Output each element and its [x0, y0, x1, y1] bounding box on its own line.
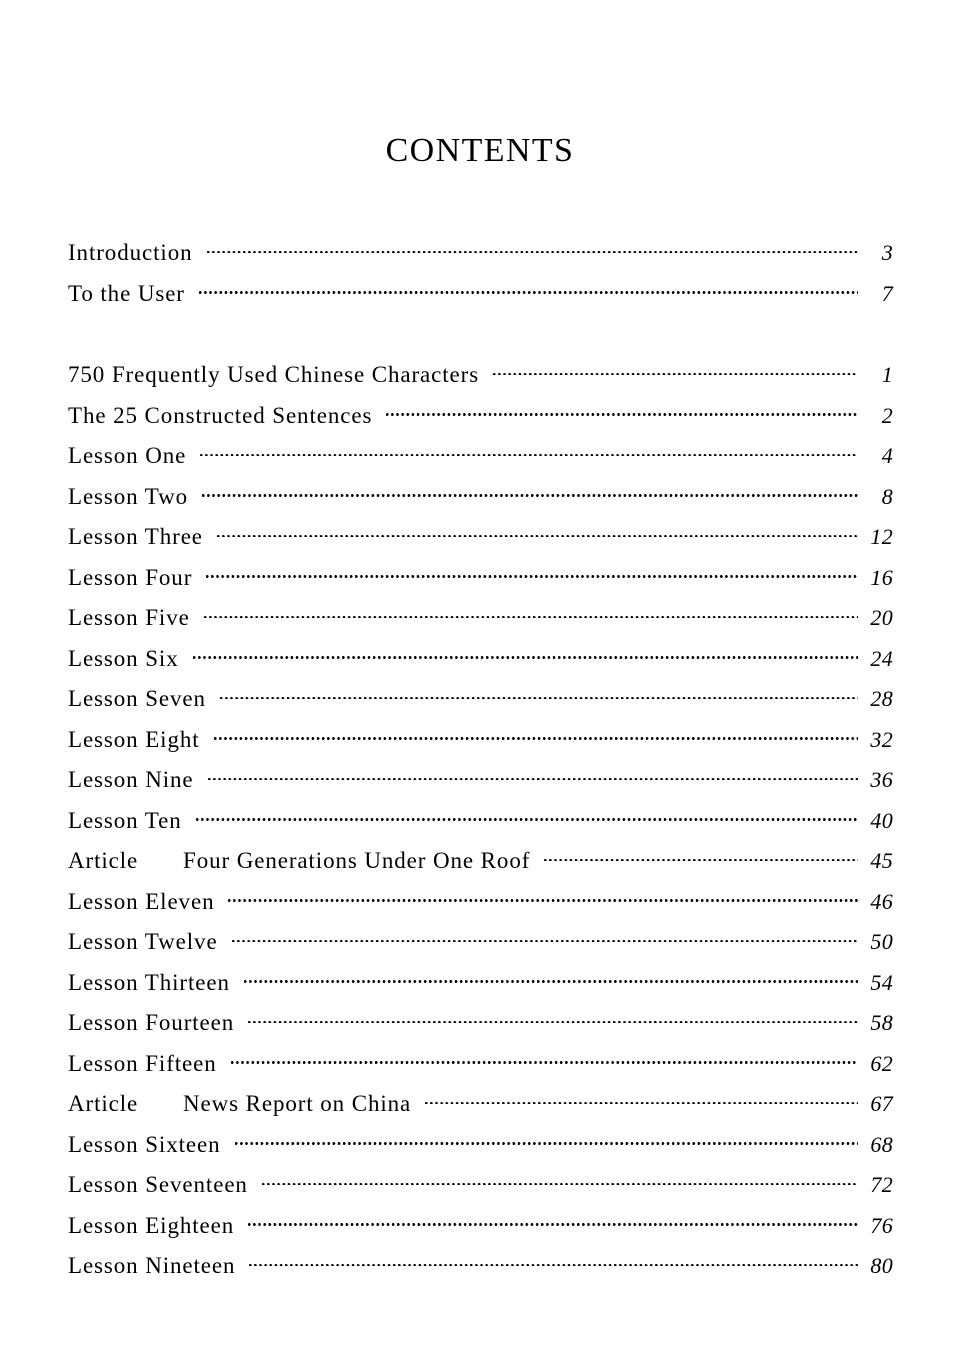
dot-leader	[207, 237, 859, 260]
dot-leader	[231, 1048, 858, 1071]
toc-entry[interactable]	[68, 679, 893, 720]
dot-leader	[248, 1210, 858, 1233]
dot-leader	[220, 683, 858, 706]
toc-entry[interactable]	[68, 639, 893, 680]
toc-entry[interactable]	[68, 922, 893, 963]
toc-entry-page-number: 67	[870, 1091, 893, 1116]
toc-entry[interactable]	[68, 396, 893, 437]
toc-entry-label: Lesson One	[68, 443, 187, 468]
toc-entry[interactable]	[68, 760, 893, 801]
toc-entry-label: Lesson Thirteen	[68, 969, 230, 995]
toc-entry-page-number: 8	[881, 483, 893, 509]
toc-entry-label: Lesson Three	[68, 524, 203, 549]
toc-entry-label: To the User	[68, 280, 185, 306]
toc-entry-page-number: 16	[870, 564, 893, 590]
dot-leader	[217, 521, 858, 544]
toc-entry[interactable]	[68, 436, 893, 477]
toc-entry-label: Lesson Sixteen	[68, 1131, 221, 1157]
toc-entry-label: Lesson Nine	[68, 767, 194, 792]
toc-entry-label: Lesson Fifteen	[68, 1050, 217, 1076]
toc-entry-page-number: 62	[870, 1050, 893, 1076]
toc-entry-page-number: 4	[881, 443, 893, 468]
toc-entry[interactable]	[68, 598, 893, 639]
toc-entry-label: Article	[68, 1091, 139, 1116]
toc-entry-page-number: 28	[870, 686, 893, 711]
toc-entry-page-number: 2	[881, 402, 893, 428]
toc-entry[interactable]	[68, 1165, 893, 1206]
toc-entry[interactable]	[68, 558, 893, 599]
toc-entry-label: Lesson Ten	[68, 807, 182, 833]
dot-leader	[208, 764, 858, 787]
toc-entry[interactable]	[68, 1084, 893, 1125]
toc-entry-label: 750 Frequently Used Chinese Characters	[68, 362, 480, 387]
toc-entry-page-number: 58	[870, 1010, 893, 1035]
toc-entry[interactable]	[68, 477, 893, 518]
dot-leader	[200, 440, 858, 463]
toc-entry-page-number: 7	[881, 280, 893, 306]
toc-entry-page-number: 54	[870, 969, 893, 995]
toc-entry-page-number: 36	[870, 767, 893, 792]
dot-leader	[244, 967, 858, 990]
toc-entry-page-number: 68	[870, 1131, 893, 1157]
toc-entry-page-number: 12	[870, 524, 893, 549]
dot-leader	[206, 562, 858, 585]
toc-entry-label: Lesson Fourteen	[68, 1010, 235, 1035]
toc-block-main-contents	[68, 355, 893, 1287]
dot-leader	[199, 278, 858, 301]
toc-entry-label: Lesson Six	[68, 645, 179, 671]
toc-entry-label: Lesson Four	[68, 564, 193, 590]
toc-entry-page-number: 20	[870, 605, 893, 630]
toc-entry-page-number: 1	[881, 362, 893, 387]
toc-entry-label: Lesson Eighteen	[68, 1212, 235, 1238]
toc-entry[interactable]	[68, 355, 893, 396]
toc-entry-label: Lesson Eight	[68, 726, 200, 752]
toc-entry[interactable]	[68, 841, 893, 882]
toc-entry-label: The 25 Constructed Sentences	[68, 402, 373, 428]
toc-entry-label: Lesson Nineteen	[68, 1253, 236, 1278]
toc-entry[interactable]	[68, 801, 893, 842]
toc-entry-page-number: 72	[870, 1172, 893, 1197]
dot-leader	[235, 1129, 859, 1152]
toc-entry-label: Introduction	[68, 240, 193, 265]
toc-block-front-matter	[68, 233, 893, 314]
toc-entry[interactable]	[68, 963, 893, 1004]
dot-leader	[196, 805, 858, 828]
toc-entry[interactable]	[68, 1206, 893, 1247]
dot-leader	[544, 845, 858, 868]
dot-leader	[493, 359, 858, 382]
dot-leader	[214, 724, 858, 747]
dot-leader	[228, 886, 858, 909]
dot-leader	[262, 1169, 858, 1192]
dot-leader	[232, 926, 858, 949]
toc-entry[interactable]	[68, 233, 893, 274]
toc-entry-page-number: 76	[870, 1212, 893, 1238]
toc-entry-subtitle: Four Generations Under One Roof	[183, 848, 531, 873]
toc-entry-page-number: 40	[870, 807, 893, 833]
dot-leader	[248, 1007, 858, 1030]
toc-entry[interactable]	[68, 882, 893, 923]
toc-entry[interactable]	[68, 517, 893, 558]
dot-leader	[425, 1088, 858, 1111]
toc-entry-page-number: 24	[870, 645, 893, 671]
toc-entry[interactable]	[68, 1125, 893, 1166]
dot-leader	[386, 400, 858, 423]
dot-leader	[202, 481, 858, 504]
toc-entry-label: Lesson Five	[68, 605, 190, 630]
toc-entry-label: Lesson Eleven	[68, 888, 215, 914]
toc-entry[interactable]	[68, 1003, 893, 1044]
toc-entry[interactable]	[68, 720, 893, 761]
toc-entry-list	[68, 233, 893, 1287]
toc-entry[interactable]	[68, 1246, 893, 1287]
page-title: CONTENTS	[385, 132, 575, 169]
toc-entry-page-number: 3	[881, 240, 893, 265]
toc-entry[interactable]	[68, 1044, 893, 1085]
dot-leader	[204, 602, 858, 625]
toc-entry-page-number: 45	[870, 848, 893, 873]
toc-entry-label: Lesson Seven	[68, 686, 206, 711]
toc-entry-page-number: 80	[870, 1253, 893, 1278]
toc-entry-page-number: 46	[870, 888, 893, 914]
toc-entry-page-number: 50	[870, 929, 893, 954]
toc-entry-label: Lesson Twelve	[68, 929, 218, 954]
toc-entry-label: Lesson Two	[68, 483, 189, 509]
dot-leader	[249, 1250, 858, 1273]
toc-entry[interactable]	[68, 274, 893, 315]
dot-leader	[193, 643, 858, 666]
toc-entry-label: Lesson Seventeen	[68, 1172, 248, 1197]
toc-entry-label: Article	[68, 848, 139, 873]
toc-entry-page-number: 32	[870, 726, 893, 752]
toc-entry-subtitle: News Report on China	[183, 1091, 412, 1116]
